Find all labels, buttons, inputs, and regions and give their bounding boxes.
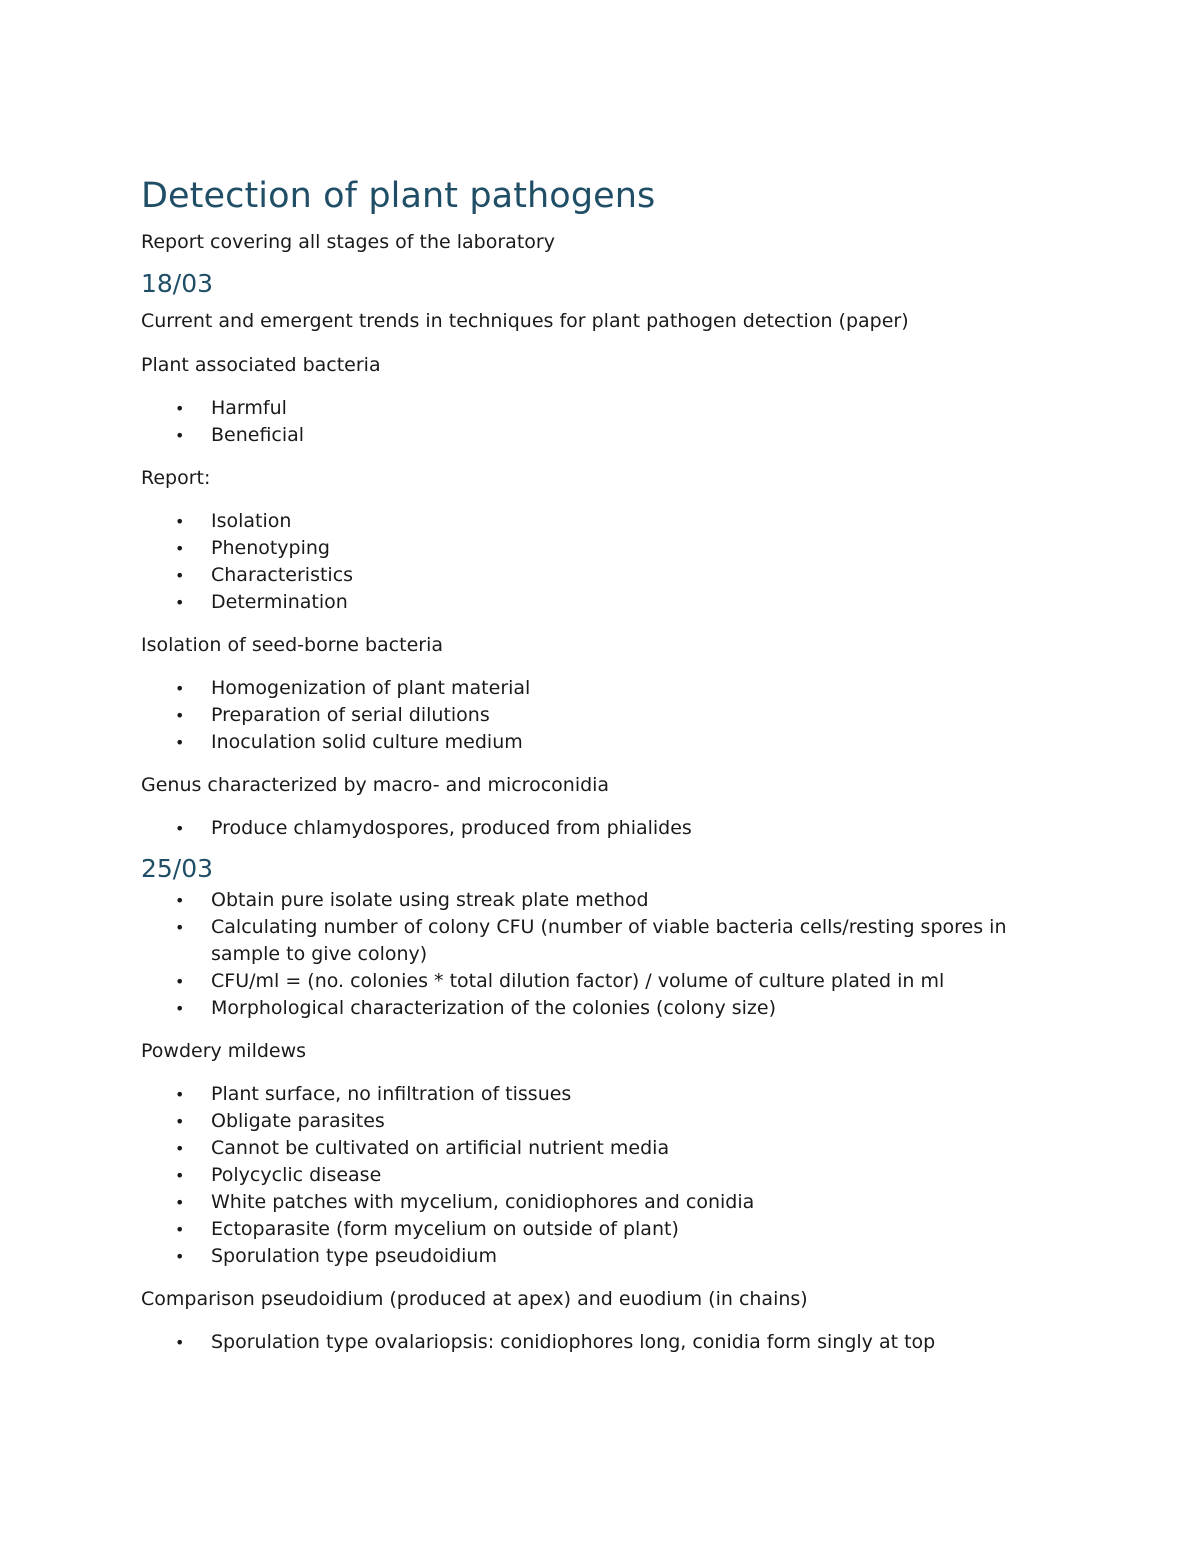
bullet-icon: • xyxy=(175,1139,185,1158)
bullet-icon: • xyxy=(175,891,185,910)
list-item: • Obtain pure isolate using streak plate method xyxy=(141,887,1061,914)
bullet-icon: • xyxy=(175,1193,185,1212)
bullet-icon: • xyxy=(175,593,185,612)
section-heading-2503: 25/03 xyxy=(141,854,214,883)
report-list xyxy=(141,508,1061,616)
list-item: • Harmful xyxy=(141,395,1061,422)
bullet-icon: • xyxy=(175,918,185,937)
document-body xyxy=(141,172,1061,1356)
document-title: Detection of plant pathogens xyxy=(141,176,656,216)
report-label: Report: xyxy=(141,467,211,489)
plant-bacteria-label: Plant associated bacteria xyxy=(141,354,381,376)
list-item: • Polycyclic disease xyxy=(141,1162,1061,1189)
bullet-icon: • xyxy=(175,1166,185,1185)
list-item: • Morphological characterization of the colonies (colony size) xyxy=(141,995,1061,1022)
bullet-icon: • xyxy=(175,426,185,445)
bullet-icon: • xyxy=(175,972,185,991)
bullet-icon: • xyxy=(175,1220,185,1239)
bullet-icon: • xyxy=(175,539,185,558)
list-item: • Ectoparasite (form mycelium on outside of plant) xyxy=(141,1216,1061,1243)
list-item: • Calculating number of colony CFU (number of viable bacteria cells/resting spores in sample to give colony) xyxy=(175,916,1007,965)
bullet-icon: • xyxy=(175,733,185,752)
plant-bacteria-list xyxy=(141,395,1061,449)
bullet-icon: • xyxy=(175,512,185,531)
document-subtitle: Report covering all stages of the laboratory xyxy=(141,231,555,253)
bullet-icon: • xyxy=(175,1333,185,1352)
bullet-icon: • xyxy=(175,1085,185,1104)
section-heading-1803: 18/03 xyxy=(141,269,214,298)
bullet-icon: • xyxy=(175,399,185,418)
list-item: • Phenotyping xyxy=(141,535,1061,562)
lab-steps-list xyxy=(141,887,1061,1022)
list-item: • Cannot be cultivated on artificial nutrient media xyxy=(141,1135,1061,1162)
list-item: • Plant surface, no infiltration of tissues xyxy=(141,1081,1061,1108)
bullet-icon: • xyxy=(175,1247,185,1266)
comparison-list xyxy=(141,1329,1061,1356)
genus-label: Genus characterized by macro- and microconidia xyxy=(141,774,610,796)
powdery-mildews-list xyxy=(141,1081,1061,1270)
list-item: • Sporulation type pseudoidium xyxy=(141,1243,1061,1270)
paper-reference: Current and emergent trends in techniques for plant pathogen detection (paper) xyxy=(141,310,909,332)
list-item: • Characteristics xyxy=(141,562,1061,589)
list-item: • Homogenization of plant material xyxy=(141,675,1061,702)
comparison-label: Comparison pseudoidium (produced at apex) and euodium (in chains) xyxy=(141,1288,808,1310)
bullet-icon: • xyxy=(175,999,185,1018)
list-item: • Obligate parasites xyxy=(141,1108,1061,1135)
powdery-mildews-label: Powdery mildews xyxy=(141,1040,307,1062)
list-item: • Sporulation type ovalariopsis: conidiophores long, conidia form singly at top xyxy=(141,1329,1061,1356)
list-item: • Inoculation solid culture medium xyxy=(141,729,1061,756)
genus-list xyxy=(141,815,1061,842)
bullet-icon: • xyxy=(175,1112,185,1131)
list-item: • Determination xyxy=(141,589,1061,616)
list-item: • Produce chlamydospores, produced from phialides xyxy=(141,815,1061,842)
list-item: • Isolation xyxy=(141,508,1061,535)
bullet-icon: • xyxy=(175,679,185,698)
bullet-icon: • xyxy=(175,566,185,585)
isolation-list xyxy=(141,675,1061,756)
list-item: • White patches with mycelium, conidiophores and conidia xyxy=(141,1189,1061,1216)
bullet-icon: • xyxy=(175,819,185,838)
bullet-icon: • xyxy=(175,706,185,725)
list-item: • Preparation of serial dilutions xyxy=(141,702,1061,729)
list-item: • Beneficial xyxy=(141,422,1061,449)
isolation-label: Isolation of seed-borne bacteria xyxy=(141,634,443,656)
list-item: • CFU/ml = (no. colonies * total dilution factor) / volume of culture plated in ml xyxy=(141,968,1061,995)
